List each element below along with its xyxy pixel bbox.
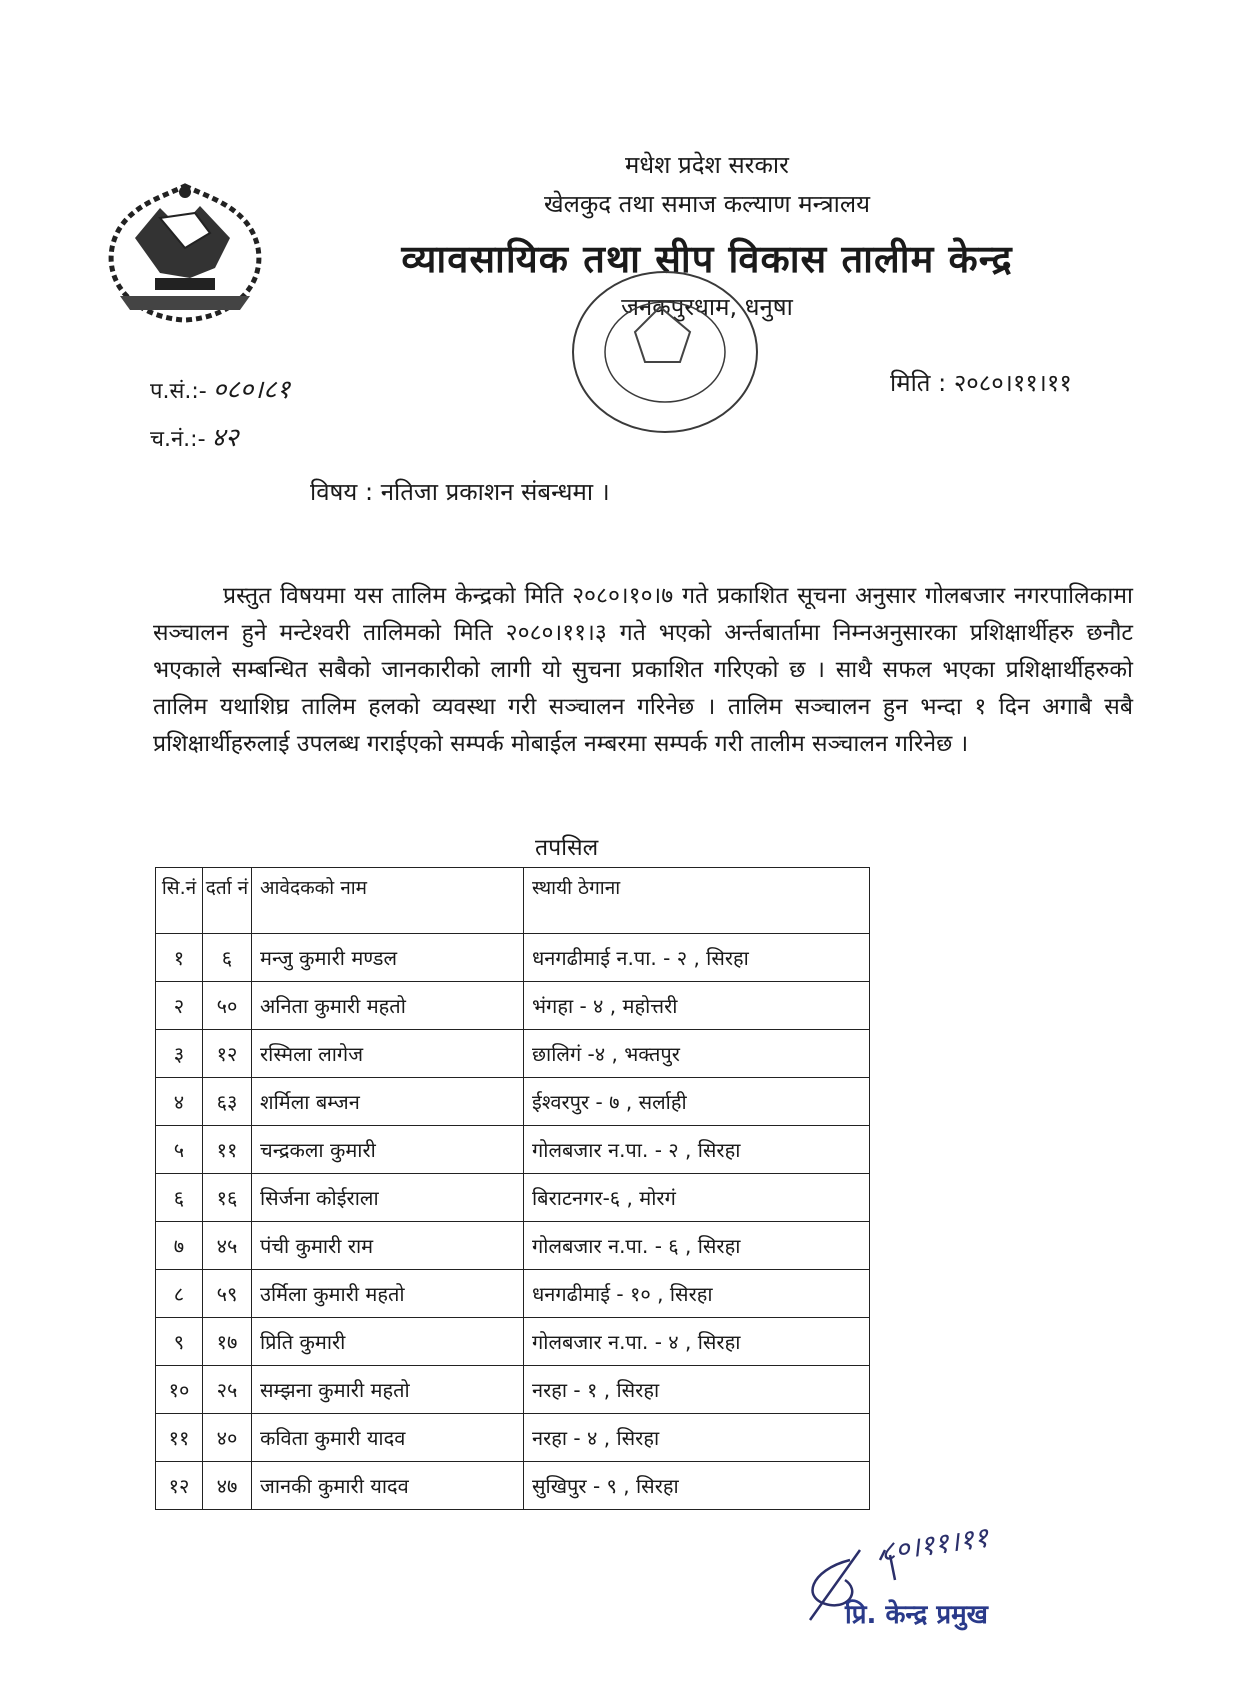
cell-serial: ८ bbox=[156, 1270, 203, 1318]
cell-address: गोलबजार न.पा. - ४ , सिरहा bbox=[524, 1318, 870, 1366]
cell-serial: ६ bbox=[156, 1174, 203, 1222]
cell-applicant-name: अनिता कुमारी महतो bbox=[252, 982, 524, 1030]
table-row bbox=[156, 1270, 870, 1318]
table-row bbox=[156, 1414, 870, 1462]
cell-applicant-name: उर्मिला कुमारी महतो bbox=[252, 1270, 524, 1318]
cell-address: नरहा - ४ , सिरहा bbox=[524, 1414, 870, 1462]
ref-cn-label: च.नं.:- bbox=[150, 427, 206, 452]
cell-registration: ११ bbox=[203, 1126, 252, 1174]
selected-trainees-table bbox=[155, 867, 870, 1510]
table-title: तपसिल bbox=[535, 835, 599, 861]
cell-registration: ६३ bbox=[203, 1078, 252, 1126]
cell-serial: ९ bbox=[156, 1318, 203, 1366]
cell-serial: १० bbox=[156, 1366, 203, 1414]
header-applicant-name: आवेदकको नाम bbox=[252, 868, 524, 934]
cell-address: सुखिपुर - ९ , सिरहा bbox=[524, 1462, 870, 1510]
cell-applicant-name: चन्द्रकला कुमारी bbox=[252, 1126, 524, 1174]
header-registration: दर्ता नं bbox=[203, 868, 252, 934]
cell-serial: १ bbox=[156, 934, 203, 982]
table-header-row bbox=[156, 868, 870, 934]
date-value: २०८०।११।११ bbox=[953, 369, 1072, 397]
cell-registration: ५९ bbox=[203, 1270, 252, 1318]
cell-registration: १७ bbox=[203, 1318, 252, 1366]
table-row bbox=[156, 1174, 870, 1222]
cell-applicant-name: कविता कुमारी यादव bbox=[252, 1414, 524, 1462]
center-name: व्यावसायिक तथा सीप विकास तालीम केन्द्र bbox=[401, 237, 1013, 281]
cell-applicant-name: सिर्जना कोईराला bbox=[252, 1174, 524, 1222]
cell-address: भंगहा - ४ , महोत्तरी bbox=[524, 982, 870, 1030]
cell-serial: ७ bbox=[156, 1222, 203, 1270]
cell-applicant-name: रस्मिला लागेज bbox=[252, 1030, 524, 1078]
cell-serial: ५ bbox=[156, 1126, 203, 1174]
cell-serial: ३ bbox=[156, 1030, 203, 1078]
table-row bbox=[156, 1366, 870, 1414]
table-row bbox=[156, 982, 870, 1030]
cell-address: गोलबजार न.पा. - ६ , सिरहा bbox=[524, 1222, 870, 1270]
cell-registration: ४० bbox=[203, 1414, 252, 1462]
cell-registration: ५० bbox=[203, 982, 252, 1030]
cell-registration: १६ bbox=[203, 1174, 252, 1222]
cell-serial: ११ bbox=[156, 1414, 203, 1462]
cell-address: छालिगं -४ , भक्तपुर bbox=[524, 1030, 870, 1078]
notice-body bbox=[153, 578, 1133, 763]
ref-cn-value: ४२ bbox=[211, 423, 239, 453]
cell-registration: १२ bbox=[203, 1030, 252, 1078]
cell-registration: ४७ bbox=[203, 1462, 252, 1510]
header-permanent-address: स्थायी ठेगाना bbox=[524, 868, 870, 934]
notice-body-text: प्रस्तुत विषयमा यस तालिम केन्द्रको मिति २०८०।१०।७ गते प्रकाशित सूचना अनुसार गोलबजार नगरपालिकामा सञ्चालन हुने मन्टेश्वरी तालिमको मिति २०८०।११।३ गते भएको अर्न्तबार्तामा निम्नअनुसारका प्रशिक्षार्थीहरु छनौट भएकाले सम्बन्धित सबैको जानकारीको लागी यो सुचना प्रकाशित गरिएको छ । साथै सफल भएका प्रशिक्षार्थीहरुको तालिम यथाशिघ्र तालिम हलको व्यवस्था गरी सञ्चालन गरिनेछ । तालिम सञ्चालन हुन भन्दा १ दिन अगाबै सबै प्रशिक्षार्थीहरुलाई उपलब्ध गराईएको सम्पर्क मोबाईल नम्बरमा सम्पर्क गरी तालीम सञ्चालन गरिनेछ । bbox=[153, 583, 1133, 757]
signature-date: ८०।११।११ bbox=[878, 1520, 991, 1569]
cell-registration: २५ bbox=[203, 1366, 252, 1414]
cell-serial: १२ bbox=[156, 1462, 203, 1510]
cell-applicant-name: शर्मिला बम्जन bbox=[252, 1078, 524, 1126]
cell-registration: ६ bbox=[203, 934, 252, 982]
reference-number bbox=[150, 370, 290, 406]
cell-registration: ४५ bbox=[203, 1222, 252, 1270]
cell-address: ईश्वरपुर - ७ , सर्लाही bbox=[524, 1078, 870, 1126]
signatory-title: प्रि. केन्द्र प्रमुख bbox=[845, 1600, 988, 1630]
cell-applicant-name: प्रिति कुमारी bbox=[252, 1318, 524, 1366]
cell-address: नरहा - १ , सिरहा bbox=[524, 1366, 870, 1414]
cell-address: बिराटनगर-६ , मोरगं bbox=[524, 1174, 870, 1222]
table-row bbox=[156, 1126, 870, 1174]
cell-applicant-name: जानकी कुमारी यादव bbox=[252, 1462, 524, 1510]
cell-applicant-name: मन्जु कुमारी मण्डल bbox=[252, 934, 524, 982]
cell-applicant-name: पंची कुमारी राम bbox=[252, 1222, 524, 1270]
cell-applicant-name: सम्झना कुमारी महतो bbox=[252, 1366, 524, 1414]
dispatch-number bbox=[150, 418, 239, 454]
ref-ps-label: प.सं.:- bbox=[150, 379, 207, 404]
table-body bbox=[156, 934, 870, 1510]
date-label: मिति : bbox=[890, 369, 947, 397]
table-row bbox=[156, 1030, 870, 1078]
ref-ps-value: ०८०।८१ bbox=[212, 375, 291, 405]
cell-address: धनगढीमाई न.पा. - २ , सिरहा bbox=[524, 934, 870, 982]
ministry-name: खेलकुद तथा समाज कल्याण मन्त्रालय bbox=[543, 190, 871, 218]
issue-date bbox=[890, 366, 1072, 399]
table-row bbox=[156, 934, 870, 982]
center-location: जनकपुरधाम, धनुषा bbox=[621, 293, 793, 321]
table-row bbox=[156, 1318, 870, 1366]
cell-serial: २ bbox=[156, 982, 203, 1030]
table-row bbox=[156, 1078, 870, 1126]
header-serial: सि.नं bbox=[156, 868, 203, 934]
table-row bbox=[156, 1222, 870, 1270]
table-row bbox=[156, 1462, 870, 1510]
cell-address: गोलबजार न.पा. - २ , सिरहा bbox=[524, 1126, 870, 1174]
office-stamp bbox=[565, 262, 765, 437]
cell-address: धनगढीमाई - १० , सिरहा bbox=[524, 1270, 870, 1318]
government-name: मधेश प्रदेश सरकार bbox=[625, 151, 789, 179]
cell-serial: ४ bbox=[156, 1078, 203, 1126]
subject-line: विषय : नतिजा प्रकाशन संबन्धमा । bbox=[310, 478, 610, 506]
